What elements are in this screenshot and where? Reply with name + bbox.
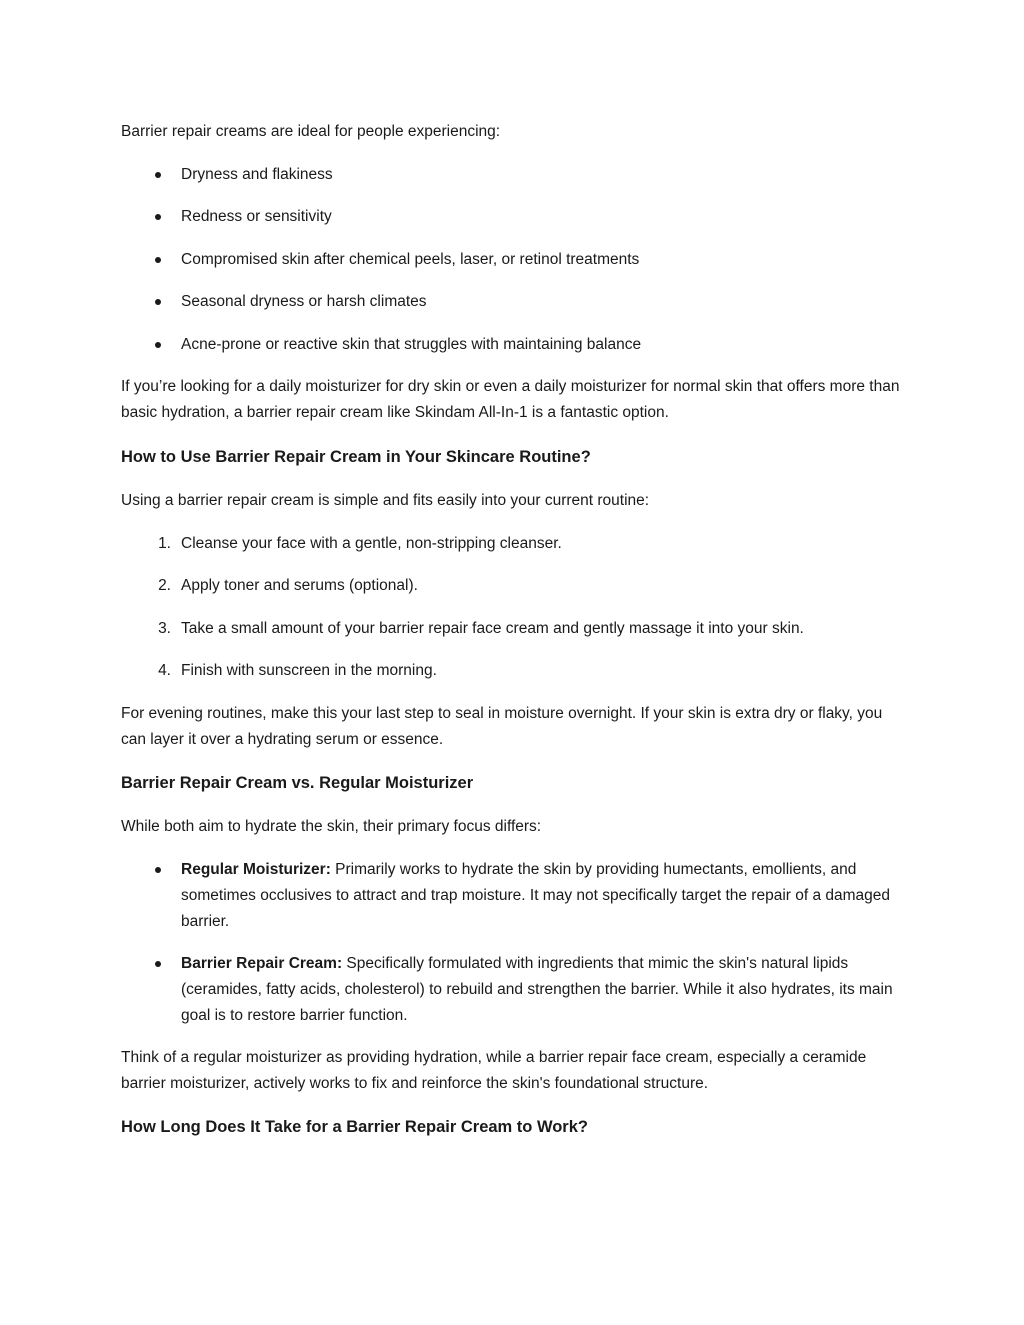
comparison-summary-paragraph: Think of a regular moisturizer as providing hydration, while a barrier repair face cream, especially a ceramide barrier moisturizer, actively works to fix and reinforce the skin's foundational structure. bbox=[121, 1049, 867, 1092]
bullet-icon bbox=[155, 172, 161, 178]
bullet-icon bbox=[155, 867, 161, 873]
bullet-icon bbox=[155, 961, 161, 967]
section-heading-vs: Barrier Repair Cream vs. Regular Moisturizer bbox=[121, 774, 474, 792]
bullet-icon bbox=[155, 299, 161, 305]
item-description: Primarily works to hydrate the skin by providing humectants, emollients, and sometimes occlusives to attract and trap moisture. It may not specifically target the repair of a damaged barrier. bbox=[181, 861, 891, 930]
bullet-icon bbox=[155, 214, 161, 220]
item-description: Specifically formulated with ingredients that mimic the skin's natural lipids (ceramides, fatty acids, cholesterol) to rebuild and strengthen the barrier. While it also hydrates, its main goal is to restore barrier function. bbox=[181, 955, 893, 1024]
how-to-use-intro: Using a barrier repair cream is simple and fits easily into your current routine: bbox=[121, 492, 650, 509]
vs-intro: While both aim to hydrate the skin, their primary focus differs: bbox=[121, 818, 542, 835]
daily-moisturizer-paragraph: If you’re looking for a daily moisturizer for dry skin or even a daily moisturizer for normal skin that offers more than basic hydration, a barrier repair cream like Skindam All-In-1 is a fantastic option. bbox=[121, 378, 900, 421]
item-label: Regular Moisturizer: bbox=[181, 861, 331, 878]
bullet-icon bbox=[155, 257, 161, 263]
bullet-icon bbox=[155, 342, 161, 348]
intro-paragraph: Barrier repair creams are ideal for people experiencing: bbox=[121, 123, 501, 140]
section-heading-how-long: How Long Does It Take for a Barrier Repair Cream to Work? bbox=[121, 1118, 588, 1136]
item-label: Barrier Repair Cream: bbox=[181, 955, 343, 972]
section-heading-how-to-use: How to Use Barrier Repair Cream in Your Skincare Routine? bbox=[121, 448, 591, 466]
evening-routine-paragraph: For evening routines, make this your last step to seal in moisture overnight. If your skin is extra dry or flaky, you can layer it over a hydrating serum or essence. bbox=[121, 705, 883, 748]
